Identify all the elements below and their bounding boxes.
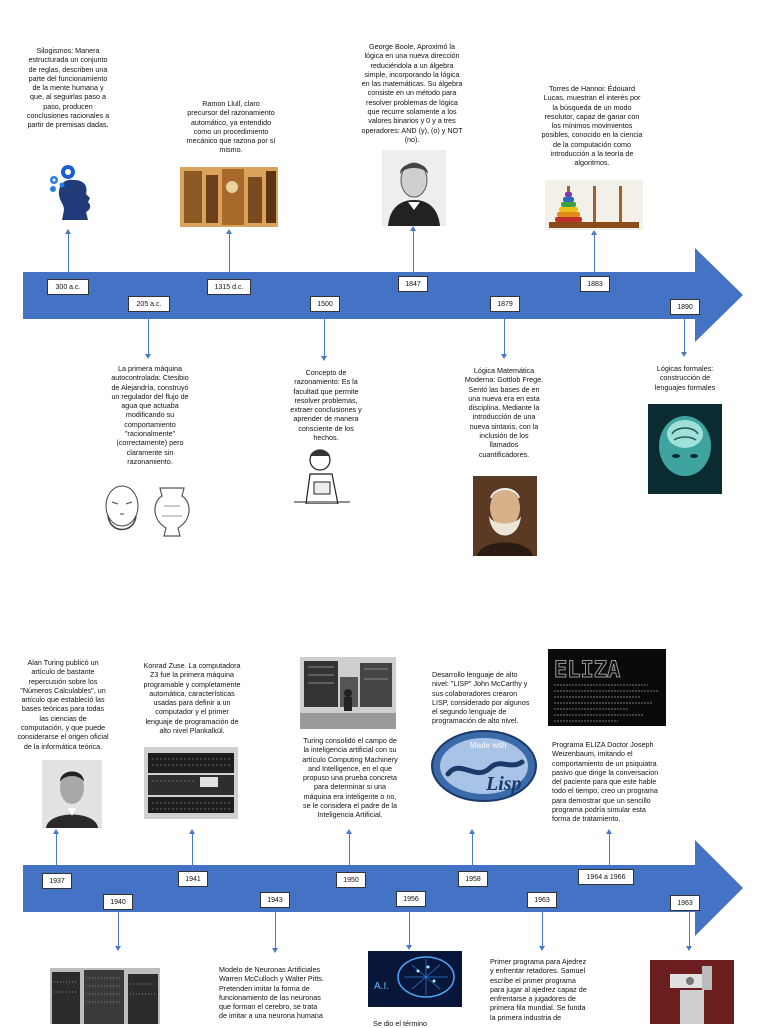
date-label-1943: 1943: [260, 892, 290, 908]
date-label-1879: 1879: [490, 296, 520, 312]
robot-arm-image: [650, 960, 734, 1024]
timeline-arrow-2: [23, 840, 743, 940]
connector-arrowhead: [321, 356, 327, 361]
eliza-logo-text: ELIZA: [554, 658, 621, 683]
text-termino: Se dio el término: [373, 1019, 427, 1028]
connector: [192, 834, 193, 870]
connector-arrowhead: [686, 946, 692, 951]
connector: [609, 834, 610, 868]
date-label-1937: 1937: [42, 873, 72, 889]
connector: [472, 834, 473, 870]
date-label-1963-b: 1963: [670, 895, 700, 911]
date-label-1847: 1847: [398, 276, 428, 292]
text-razonamiento: Concepto de razonamiento: Es la facultad que permite resolver problemas, extraer conclusiones y aprender de manera consciente de los hechos.: [290, 368, 362, 443]
connector: [689, 910, 690, 946]
connector: [275, 906, 276, 948]
connector-arrowhead: [681, 352, 687, 357]
ai-brain-image: [368, 951, 462, 1007]
text-hanoi: Torres de Hannoi: Édouard Lucas, muestran el interés por la búsqueda de un modo resolutor, capaz de ganar con los mínimos movimientos posibles, conocido en la ciencia de la computación como introducción a la teoría de algoritmos.: [541, 84, 643, 168]
ctesibio-illustration: [98, 476, 198, 544]
connector-arrowhead: [406, 945, 412, 950]
connector-arrowhead: [606, 829, 612, 834]
llull-manuscript-image: [180, 167, 278, 227]
thinking-man-cartoon: [290, 446, 356, 504]
connector-arrowhead: [65, 229, 71, 234]
date-label-1964-1966: 1964 a 1966: [578, 869, 634, 885]
connector: [542, 906, 543, 946]
connector-arrowhead: [226, 229, 232, 234]
date-label-1500: 1500: [310, 296, 340, 312]
connector: [56, 834, 57, 870]
connector-arrowhead: [469, 829, 475, 834]
connector-arrowhead: [410, 226, 416, 231]
connector-arrowhead: [346, 829, 352, 834]
glowing-head-image: [648, 404, 722, 494]
george-boole-portrait: [382, 150, 446, 226]
computer-room-photo: [300, 657, 396, 729]
date-label-1315dc: 1315 d.c.: [207, 279, 251, 295]
text-logicas: Lógicas formales: construcción de lenguajes formales: [654, 364, 716, 392]
text-ctesibio: La primera máquina autocontrolada: Ctesibio de Alejandría, construyó un regulador del flujo de agua que actuaba modificando su comportamiento "racionalmente" (correctamente) pero claramente sin razonamiento.: [111, 364, 189, 466]
connector: [409, 905, 410, 945]
connector-arrowhead: [272, 948, 278, 953]
date-label-1958: 1958: [458, 871, 488, 887]
date-label-205ac: 205 a.c.: [128, 296, 170, 312]
date-label-1883: 1883: [580, 276, 610, 292]
connector: [324, 311, 325, 356]
connector: [413, 231, 414, 273]
lisp-logo: [430, 728, 538, 804]
connector: [684, 316, 685, 352]
date-label-300ac: 300 a.c.: [47, 279, 89, 295]
connector-arrowhead: [539, 946, 545, 951]
eniac-computer-image: [50, 968, 160, 1024]
text-neuronas: Modelo de Neuronas Artificiales Warren McCulloch y Walter Pitts. Pretenden imitar la forma de funcionamiento de las neuronas que forman el cerebro, se trata de imitar a una neurona humana: [219, 965, 324, 1021]
connector: [504, 311, 505, 354]
alan-turing-portrait: [42, 760, 102, 828]
date-label-1963: 1963: [527, 892, 557, 908]
date-label-1956: 1956: [396, 891, 426, 907]
text-boole: George Boole, Aproximó la lógica en una nueva dirección reduciéndola a un álgebra simple, incorporando la lógica en las matemáticas. Su álgebra consiste en un método para resolver problemas de lógica que recurre solamente a los valores binarios y 0 y a tres operadores: AND (y), (o) y NOT (no).: [361, 42, 463, 144]
connector: [229, 234, 230, 278]
ai-label: A.I.: [374, 981, 390, 992]
date-label-1941: 1941: [178, 871, 208, 887]
text-turing: Alan Turing publicó un artículo de bastante repercusión sobre los "Números Calculables", un artículo que estableció las bases teóricas para todas las ciencias de computación, y que puede considerarse el origen oficial de la informática teórica.: [17, 658, 109, 751]
date-label-1950: 1950: [336, 872, 366, 888]
date-label-1890: 1890: [670, 299, 700, 315]
z3-computer-image: [144, 747, 238, 819]
text-zuse: Konrad Zuse. La computadora Z3 fue la primera máquina programable y completamente automática, características usadas para definir a un computador y el primer lenguaje de programación de alto nivel Plankalkül.: [143, 661, 241, 736]
text-ajedrez: Primer programa para Ajedrez y enfrentar retadores. Samuel escribe el primer programa para jugar al ajedrez capaz de enfrentarse a jugadores de primera fila mundial. Se funda la primera industria de: [490, 957, 587, 1022]
lisp-logo-text: Lisp: [486, 773, 522, 795]
connector: [594, 235, 595, 277]
lisp-badge-text: Made with: [470, 741, 507, 750]
connector-arrowhead: [53, 829, 59, 834]
text-llull: Ramon Llull, claro precursor del razonamiento automático, ya entendido como un procedimiento mecánico que razona por sí mismo.: [186, 99, 276, 155]
gottlob-frege-portrait: [473, 476, 537, 556]
connector-arrowhead: [501, 354, 507, 359]
connector: [68, 234, 69, 272]
hanoi-towers-image: [545, 180, 643, 230]
text-turing-1950: Turing consolidó el campo de la inteligencia artificial con su artículo Computing Machinery and Intelligence, en el que propuso una prueba concreta para determinar si una máquina era inteligente o no, se le considera el padre de la Inteligencia Artificial.: [302, 736, 398, 820]
connector: [148, 311, 149, 354]
connector-arrowhead: [189, 829, 195, 834]
text-frege: Lógica Matemática Moderna: Gottlob Frege. Sentó las bases de en una nueva era en esta disciplina. Mediante la introducción de una nueva sintaxis, con la inclusión de los llamados cuantificadores.: [464, 366, 544, 459]
connector-arrowhead: [591, 230, 597, 235]
connector-arrowhead: [145, 354, 151, 359]
eliza-screen-image: [548, 649, 666, 726]
connector: [118, 906, 119, 946]
connector: [349, 834, 350, 872]
text-eliza: Programa ELIZA Doctor Joseph Weizenbaum, imitando el comportamiento de un psiquiatra pasivo que dirige la conversacion del paciente para que este hable todo el tiempo, creo un programa para demostrar que un sencillo programa podría simular esta forma de tratamiento.: [552, 740, 659, 824]
text-silogismos: Silogismos: Manera estructurada un conjunto de reglas, describen una parte del funcionamiento de la mente humana y que, al seguirlas paso a paso, producen conclusiones racionales a partir de premisas dadas.: [26, 46, 110, 130]
connector-arrowhead: [115, 946, 121, 951]
date-label-1940: 1940: [103, 894, 133, 910]
head-gears-image: [44, 160, 92, 220]
text-lisp: Desarrollo lenguaje de alto nivel: "LISP" John McCarthy y sus colaboradores crearon LISP, considerado por algunos el segundo lenguaje de programación de alto nivel.: [432, 670, 530, 726]
